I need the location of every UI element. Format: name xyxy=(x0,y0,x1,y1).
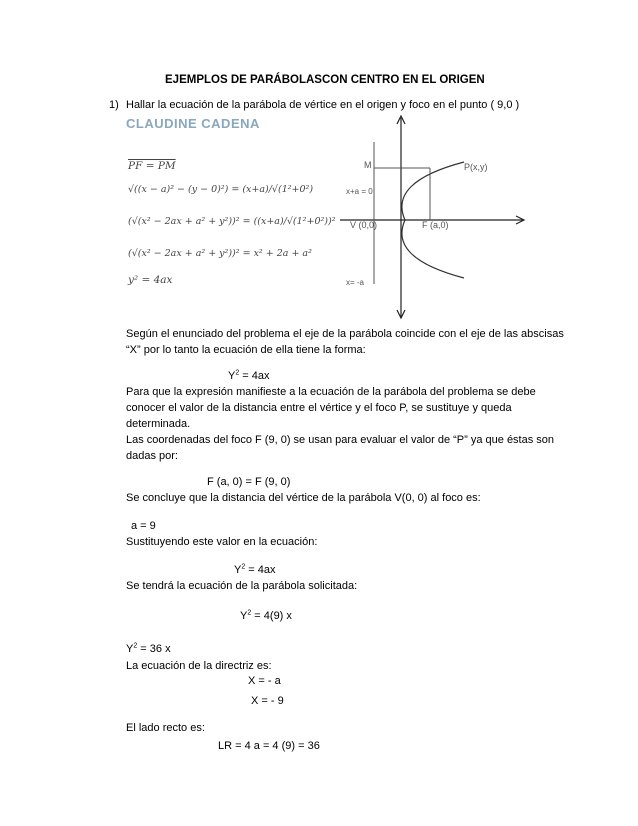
equation-squared: (√(x² − 2ax + a² + y²))² = ((x+a)/√(1²+0²))² xyxy=(128,216,336,227)
paragraph-line: “X” por lo tanto la ecuación de ella tiene la forma: xyxy=(126,344,366,356)
paragraph-line: Sustituyendo este valor en la ecuación: xyxy=(126,536,318,548)
label-vertex: V (0,0) xyxy=(350,220,378,230)
parabola-figure xyxy=(118,112,538,324)
equation-substituted: $Y^2 = 4(9)$ x xyxy=(240,609,292,622)
problem-number: 1) xyxy=(109,99,119,111)
paragraph-line: Para que la expresión manifieste a la ecuación de la parábola del problema se debe xyxy=(126,386,536,398)
paragraph-line: Según el enunciado del problema el eje de la parábola coincide con el eje de las abscisas xyxy=(126,328,564,340)
label-p: P(x,y) xyxy=(464,162,488,172)
label-directrix: x+a = 0 xyxy=(346,187,373,196)
equation-y2-4ax-repeat: $Y^2 = 4ax$ xyxy=(234,563,276,576)
paragraph-line: Se tendrá la ecuación de la parábola solicitada: xyxy=(126,580,358,592)
document-title: EJEMPLOS DE PARÁBOLASCON CENTRO EN EL ORIGEN xyxy=(165,74,485,86)
label-m: M xyxy=(364,160,372,170)
paragraph-line: Se concluye que la distancia del vértice de la parábola V(0, 0) al foco es: xyxy=(126,492,481,504)
paragraph-line: La ecuación de la directriz es: xyxy=(126,660,272,672)
paragraph-line: El lado recto es: xyxy=(126,722,205,734)
equation-focus: F (a, 0) = F (9, 0) xyxy=(207,476,291,488)
figure-brand: CLAUDINE CADENA xyxy=(126,116,260,131)
equation-result: y² = 4ax xyxy=(128,274,173,286)
equation-y2-4ax: $Y^2 = 4ax$ xyxy=(228,369,270,382)
equation-latus-rectum: LR = 4 a = 4 (9) = 36 xyxy=(218,740,320,752)
equation-distance: √((x − a)² − (y − 0)²) = (x+a)/√(1²+0²) xyxy=(128,184,314,195)
equation-directrix: X = - a xyxy=(248,675,281,687)
label-focus: F (a,0) xyxy=(422,220,449,230)
paragraph-line: determinada. xyxy=(126,418,191,430)
parabola-graph xyxy=(118,112,538,324)
paragraph-line: dadas por: xyxy=(126,450,178,462)
problem-statement: Hallar la ecuación de la parábola de vértice en el origen y foco en el punto ( 9,0 ) xyxy=(126,99,520,111)
equation-a-value: a = 9 xyxy=(131,520,156,532)
equation-expanded: (√(x² − 2ax + a² + y²))² = x² + 2a + a² xyxy=(128,248,312,259)
label-x-neg-a: x= -a xyxy=(346,278,365,287)
paragraph-line: conocer el valor de la distancia entre el vértice y el foco P, se sustituye y queda xyxy=(126,402,512,414)
equation-pf-pm: PF = PM xyxy=(128,160,176,172)
equation-final: $Y^2 = 36$ x xyxy=(126,642,171,655)
paragraph-line: Las coordenadas del foco F (9, 0) se usan para evaluar el valor de “P” ya que éstas son xyxy=(126,434,555,446)
equation-directrix-value: X = - 9 xyxy=(251,695,284,707)
